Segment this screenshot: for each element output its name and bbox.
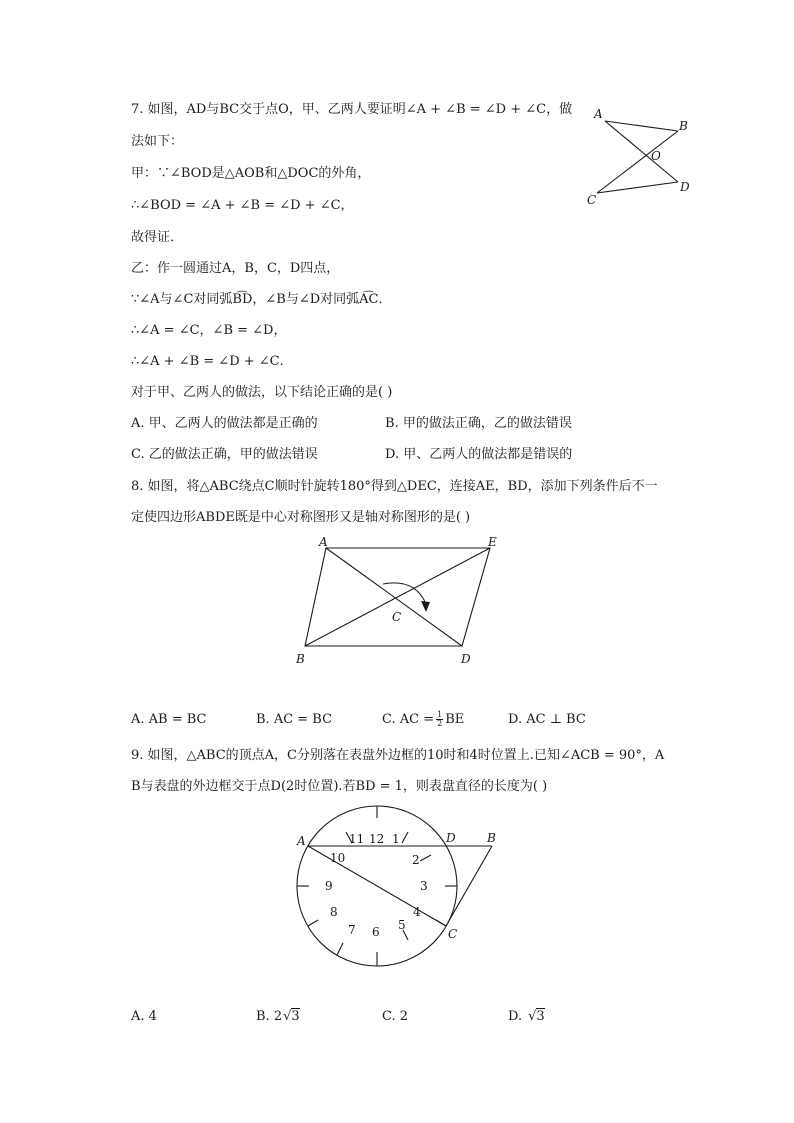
- q9-option-d-prefix: D.: [508, 1009, 523, 1024]
- q8-option-c-suffix: BE: [445, 712, 465, 727]
- q9-label-d: D: [446, 831, 456, 845]
- q7-label-c: C: [587, 193, 597, 207]
- q9-clock-number-7: 7: [348, 923, 356, 937]
- q8-rotation-arrow-icon: [421, 601, 430, 612]
- q9-clock-number-2: 2: [412, 853, 420, 867]
- q7-segment-ad: [605, 121, 678, 182]
- q7-question: 对于甲、乙两人的做法，以下结论正确的是( ): [131, 385, 393, 400]
- q8-label-c: C: [392, 610, 402, 624]
- q9-stem-line-1: 9. 如图，△ABC的顶点A，C分别落在表盘外边框的10时和4时位置上.已知∠ACB = 90°，A: [131, 748, 665, 763]
- q8-option-c-denominator: 2: [437, 719, 443, 728]
- q9-clock-number-12: 12: [369, 832, 385, 846]
- q8-option-c-numerator: 1: [437, 710, 443, 719]
- q8-stem-line-2: 定使四边形ABDE既是中心对称图形又是轴对称图形的是( ): [131, 510, 471, 525]
- q7-label-a: A: [594, 107, 603, 121]
- q9-option-b[interactable]: [256, 1008, 300, 1026]
- q9-option-d[interactable]: [508, 1008, 545, 1026]
- q9-clock-number-8: 8: [330, 905, 338, 919]
- q7-figure: [585, 100, 695, 210]
- q8-label-a: A: [319, 535, 328, 549]
- q9-stem-line-2: B与表盘的外边框交于点D(2时位置).若BD = 1，则表盘直径的长度为( ): [131, 779, 548, 794]
- q9-clock-number-4: 4: [413, 905, 421, 919]
- q8-label-b: B: [296, 652, 305, 666]
- q9-clock-number-6: 6: [372, 925, 380, 939]
- q7-option-d[interactable]: D. 甲、乙两人的做法都是错误的: [385, 447, 573, 462]
- q9-label-b: B: [487, 831, 496, 845]
- q8-option-a[interactable]: A. AB = BC: [131, 712, 207, 727]
- q9-clock-number-9: 9: [325, 879, 333, 893]
- q7-label-o: O: [651, 149, 661, 163]
- q8-option-c-fraction: [436, 711, 443, 728]
- q7-label-b: B: [679, 119, 688, 133]
- q7-yi-line-3: ∴∠A = ∠C，∠B = ∠D，: [131, 323, 287, 338]
- q9-option-b-sqrt-icon: √: [283, 1009, 292, 1024]
- q8-option-b[interactable]: B. AC = BC: [256, 712, 333, 727]
- q7-jia-line-3: 故得证．: [131, 230, 184, 245]
- q9-clock-number-3: 3: [420, 879, 428, 893]
- q9-label-a: A: [297, 834, 306, 848]
- q8-label-e: E: [488, 535, 497, 549]
- q7-option-a[interactable]: A. 甲、乙两人的做法都是正确的: [131, 416, 318, 431]
- q9-clock-number-10: 10: [330, 851, 346, 865]
- q7-option-c[interactable]: C. 乙的做法正确，甲的做法错误: [131, 447, 318, 462]
- q9-option-b-prefix: B. 2: [256, 1009, 283, 1024]
- q8-option-c[interactable]: [382, 711, 464, 729]
- q8-stem-line-1: 8. 如图，将△ABC绕点C顺时针旋转180°得到△DEC，连接AE，BD，添加下列条件后不一: [131, 479, 658, 494]
- q7-stem-line-2: 法如下：: [131, 134, 184, 149]
- q8-segment-be: [305, 548, 490, 646]
- q8-label-d: D: [461, 652, 471, 666]
- q8-figure: [290, 530, 510, 670]
- q9-clock-number-1: 1: [392, 832, 400, 846]
- q8-option-c-prefix: C. AC =: [382, 712, 435, 727]
- q7-option-b[interactable]: B. 甲的做法正确，乙的做法错误: [385, 416, 572, 431]
- q7-yi-line-2: ∵∠A与∠C对同弧B͡D，∠B与∠D对同弧A͡C．: [131, 292, 392, 307]
- q9-figure: [290, 800, 510, 975]
- q7-jia-line-1: 甲：∵∠BOD是△AOB和△DOC的外角，: [131, 166, 371, 181]
- q9-option-c[interactable]: C. 2: [382, 1009, 409, 1024]
- q9-option-a[interactable]: A. 4: [131, 1009, 157, 1024]
- q7-label-d: D: [680, 180, 690, 194]
- q7-stem-line-1: 7. 如图，AD与BC交于点O，甲、乙两人要证明∠A + ∠B = ∠D + ∠C，做: [131, 102, 573, 117]
- q7-yi-line-1: 乙：作一圆通过A，B，C，D四点，: [131, 261, 340, 276]
- q7-yi-line-4: ∴∠A + ∠B = ∠D + ∠C．: [131, 354, 293, 369]
- q7-jia-line-2: ∴∠BOD = ∠A + ∠B = ∠D + ∠C，: [131, 198, 354, 213]
- q9-option-b-radicand: 3: [291, 1009, 300, 1024]
- q9-option-d-radicand: 3: [536, 1009, 545, 1024]
- q9-clock-number-5: 5: [398, 918, 406, 932]
- q8-option-d[interactable]: D. AC ⊥ BC: [508, 712, 586, 727]
- q8-segment-ad: [326, 548, 462, 646]
- q9-option-d-sqrt-icon: √: [528, 1009, 537, 1024]
- q9-label-c: C: [448, 927, 458, 941]
- q9-clock-number-11: 11: [349, 832, 365, 846]
